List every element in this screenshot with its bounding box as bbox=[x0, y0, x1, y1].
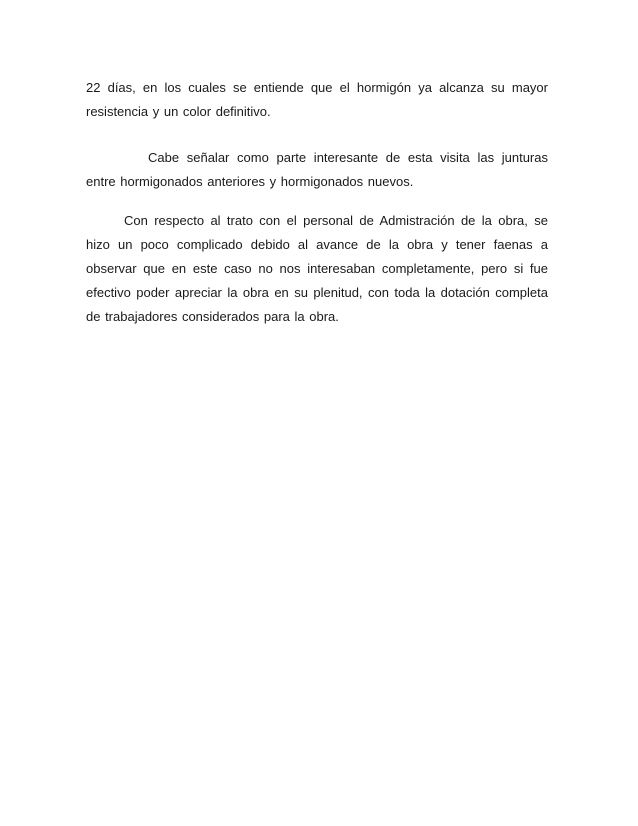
paragraph-junctions: Cabe señalar como parte interesante de esta visita las junturas entre hormigonados anteriores y hormigonados nuevos. bbox=[86, 150, 548, 189]
paragraph-administration: Con respecto al trato con el personal de Admistración de la obra, se hizo un poco complicado debido al avance de la obra y tener faenas a observar que en este caso no nos interesaban completamente, pero si fue efectivo poder apreciar la obra en su plenitud, con toda la dotación completa de trabajadores considerados para la obra. bbox=[86, 213, 548, 324]
paragraph-curing-days: 22 días, en los cuales se entiende que el hormigón ya alcanza su mayor resistencia y un color definitivo. bbox=[86, 80, 548, 119]
